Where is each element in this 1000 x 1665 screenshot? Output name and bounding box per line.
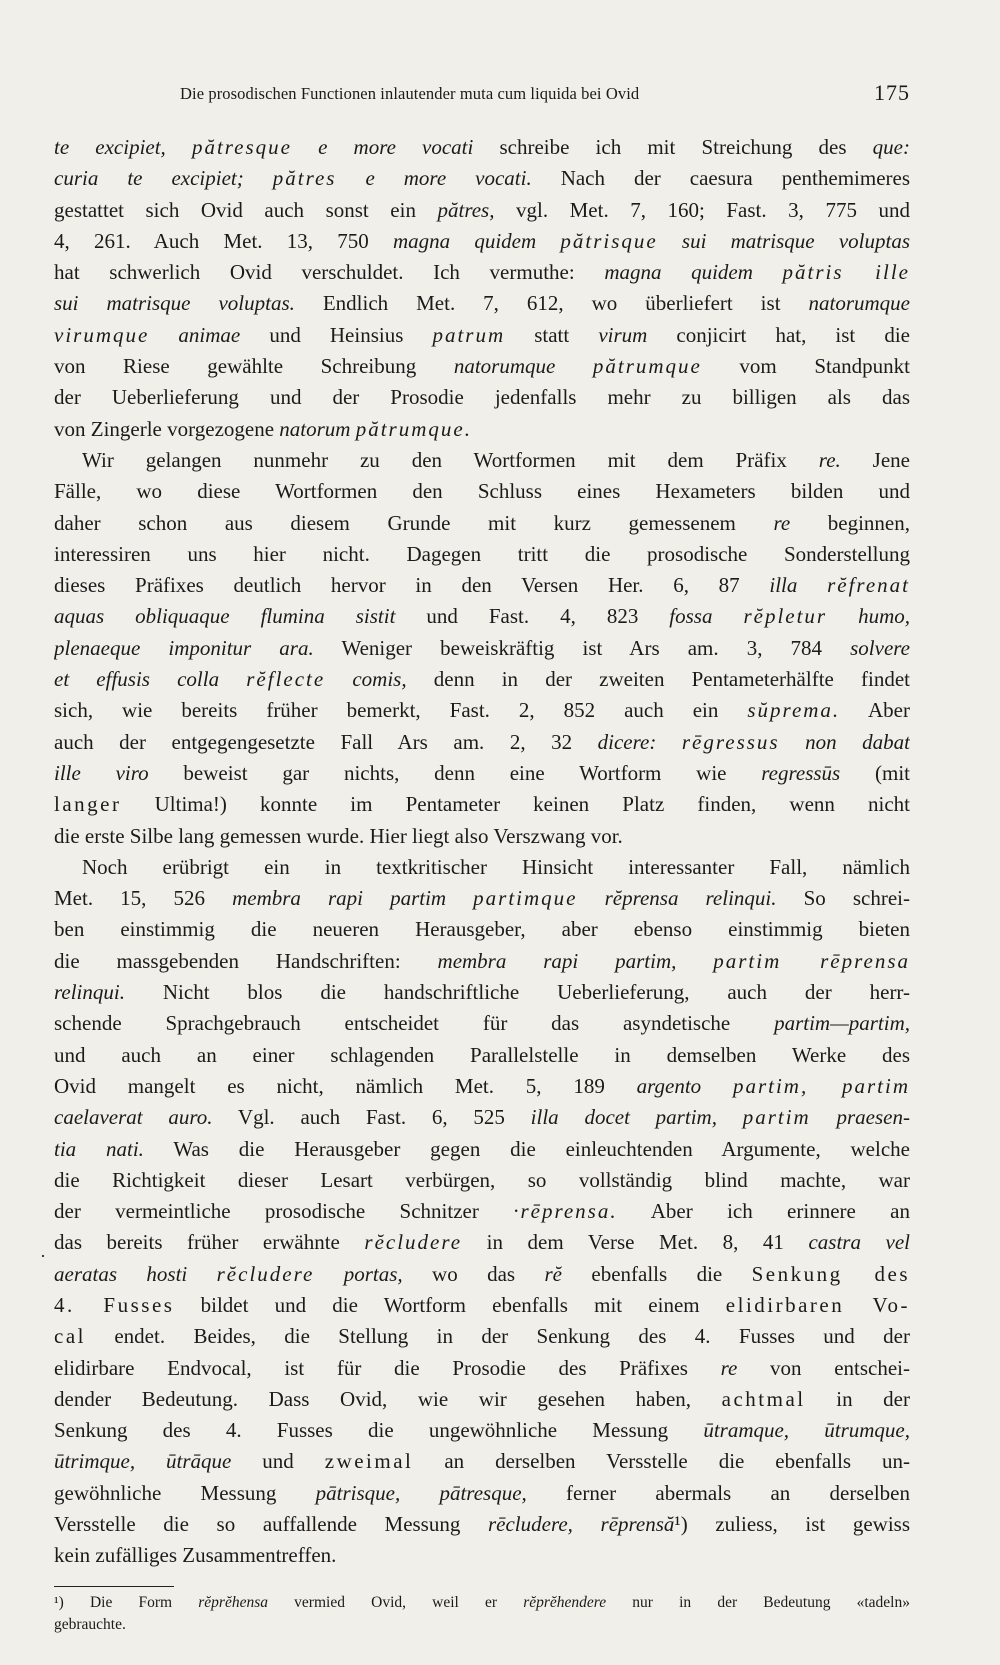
text-line <box>54 195 910 226</box>
text-run: statt <box>505 322 599 347</box>
text-run: auch der entgegengesetzte Fall Ars am. 2, 32 <box>54 729 598 754</box>
text-run: pătres <box>272 166 337 191</box>
margin-mark: · <box>40 1246 46 1266</box>
text-run: aeratas hosti <box>54 1261 217 1286</box>
text-run: partim <box>742 1105 811 1130</box>
text-line <box>54 1446 910 1477</box>
text-run: comis, <box>325 667 407 692</box>
text-run: gewöhnliche Messung <box>54 1480 316 1505</box>
text-run: que: <box>872 135 910 159</box>
text-run: ille viro <box>54 760 149 785</box>
page-number: 175 <box>874 80 910 105</box>
text-run: membra rapi partim <box>232 886 474 911</box>
text-run: patrum <box>432 322 506 347</box>
text-run: tia nati. <box>54 1136 144 1161</box>
text-run: die Richtigkeit dieser Lesart verbürgen, so vollständig blind machte, war <box>54 1167 910 1192</box>
text-run: Endlich Met. 7, 612, wo überliefert ist <box>294 291 809 316</box>
text-run: daher schon aus diesem Grunde mit kurz gemessenem <box>54 510 774 535</box>
text-run: denn in der zweiten Pentameterhälfte findet <box>406 667 910 692</box>
text-run: langer <box>54 792 122 817</box>
text-run: e more vocati <box>291 135 474 159</box>
text-run: beginnen, <box>790 510 910 535</box>
text-run: virum <box>598 322 648 347</box>
text-run: und auch an einer schlagenden Parallelstelle in demselben Werke des <box>54 1042 910 1067</box>
text-run: und Fast. 4, 823 <box>395 604 670 629</box>
text-run: Noch erübrigt ein in textkritischer Hinsicht interessanter Fall, nämlich <box>82 854 910 879</box>
text-line <box>54 914 910 945</box>
text-line <box>54 1040 910 1071</box>
text-line <box>54 1008 910 1039</box>
text-run: von Zingerle vorgezogene <box>54 416 280 441</box>
text-run: membra rapi partim, <box>437 948 714 973</box>
text-run: partim, partim <box>732 1073 910 1098</box>
text-run: der vermeintliche prosodische Schnitzer <box>54 1199 514 1224</box>
text-line <box>54 695 910 726</box>
text-run: rĕ <box>544 1261 562 1286</box>
text-run: illa docet partim, <box>530 1105 743 1130</box>
text-run: Met. 15, 526 <box>54 886 233 911</box>
text-line <box>54 476 910 507</box>
text-run: 4. Fusses <box>54 1292 175 1317</box>
text-line <box>54 570 910 601</box>
text-line <box>54 946 910 977</box>
text-run: ben einstimmig die neueren Herausgeber, aber ebenso einstimmig bieten <box>54 917 910 942</box>
text-run: pătrisque <box>560 228 658 253</box>
text-run: nur in der Bedeutung «tadeln» <box>606 1593 910 1611</box>
text-run: partim—partim, <box>774 1011 910 1036</box>
text-run: achtmal <box>721 1386 806 1411</box>
text-run: schende Sprachgebrauch entscheidet für das asyndetische <box>54 1011 775 1036</box>
text-run: pătresque <box>191 135 292 159</box>
text-line <box>54 1384 910 1415</box>
text-line <box>54 601 910 632</box>
text-run: conjicirt hat, ist die <box>647 322 910 347</box>
text-run: pătris ille <box>782 260 910 285</box>
text-run: dieses Präfixes deutlich hervor in den Versen Her. 6, 87 <box>54 573 770 598</box>
text-run: cal <box>54 1324 86 1349</box>
text-run: von entschei- <box>737 1355 910 1380</box>
text-run: fossa <box>669 604 744 629</box>
text-run: natorumque <box>808 291 910 316</box>
text-run: interessiren uns hier nicht. Dagegen tritt die prosodische Sonderstellung <box>54 541 910 566</box>
text-run: rĕprensa relinqui. <box>577 886 777 911</box>
text-line <box>54 758 910 789</box>
text-run: rĕprĕhendere <box>523 1593 607 1611</box>
text-line <box>54 226 910 257</box>
text-run: vgl. Met. 7, 160; Fast. 3, 775 und <box>494 197 910 222</box>
text-run: ¹) Die Form <box>54 1593 199 1611</box>
text-line <box>54 789 910 820</box>
text-line <box>54 1134 910 1165</box>
text-run: wo das <box>402 1261 545 1286</box>
text-run: So schrei- <box>776 886 910 911</box>
text-line <box>54 633 910 664</box>
text-run: vom Standpunkt <box>701 354 910 379</box>
text-run: Senkung des <box>751 1261 910 1286</box>
text-run: Nicht blos die handschriftliche Ueberlieferung, auch der herr- <box>124 980 910 1005</box>
text-run: endet. Beides, die Stellung in der Senkung des 4. Fusses und der <box>85 1324 910 1349</box>
running-title: Die prosodischen Functionen inlautender muta cum liquida bei Ovid <box>180 84 640 103</box>
text-line <box>54 1478 910 1509</box>
text-run: rĕprĕhensa <box>198 1593 269 1611</box>
text-line <box>54 539 910 570</box>
text-run: in dem Verse Met. 8, 41 <box>462 1230 809 1255</box>
text-line <box>54 977 910 1008</box>
text-line <box>54 257 910 288</box>
text-run: kein zufälliges Zusammentreffen. <box>54 1543 337 1568</box>
text-run: Was die Herausgeber gegen die einleuchtenden Argumente, welche <box>143 1136 910 1161</box>
text-run: rēgressus <box>681 729 780 754</box>
text-line <box>54 320 910 351</box>
text-run: schreibe ich mit Streichung des <box>473 135 873 159</box>
text-line <box>54 508 910 539</box>
text-run: ferner abermals an derselben <box>526 1480 910 1505</box>
text-run: das bereits früher erwähnte <box>54 1230 365 1255</box>
text-run: natorum <box>279 416 356 441</box>
text-run: von Riese gewählte Schreibung <box>54 354 454 379</box>
text-run: hat schwerlich Ovid verschuldet. Ich vermuthe: <box>54 260 605 285</box>
text-run: ebenfalls die <box>561 1261 752 1286</box>
page-header <box>55 82 910 112</box>
text-line <box>54 1071 910 1102</box>
text-run: ūtramque, ūtrumque, <box>703 1418 910 1443</box>
text-line <box>54 821 910 852</box>
text-run: argento <box>636 1073 733 1098</box>
footnote-line <box>54 1614 910 1636</box>
text-run: sŭprema. <box>747 698 841 723</box>
text-run: die erste Silbe lang gemessen wurde. Hier liegt also Verszwang vor. <box>54 823 623 848</box>
text-run: sui matrisque voluptas <box>657 228 910 253</box>
text-run: relinqui. <box>54 980 125 1005</box>
text-run: ·rēprensa. <box>513 1199 618 1224</box>
text-run: gestattet sich Ovid auch sonst ein <box>54 197 438 222</box>
text-line <box>54 1321 910 1352</box>
text-run: curia te excipiet; <box>54 166 273 191</box>
text-run: portas, <box>314 1261 403 1286</box>
text-run: beweist gar nichts, denn eine Wortform wie <box>148 760 762 785</box>
text-line <box>54 163 910 194</box>
text-run: Aber <box>840 698 910 723</box>
text-run: magna quidem <box>604 260 783 285</box>
text-run: pătrumque <box>592 354 702 379</box>
text-run: der Ueberlieferung und der Prosodie jedenfalls mehr zu billigen als das <box>54 385 910 410</box>
text-line <box>54 852 910 883</box>
text-run: pătres, <box>437 197 495 222</box>
text-run: aquas obliquaque flumina sistit <box>54 604 396 629</box>
text-line <box>54 1165 910 1196</box>
text-line <box>54 382 910 413</box>
text-run: natorumque <box>453 354 593 379</box>
text-run: pătrumque. <box>355 416 472 441</box>
footnote-rule <box>54 1586 174 1587</box>
text-line <box>54 1290 910 1321</box>
text-line <box>54 664 910 695</box>
text-line <box>54 1353 910 1384</box>
text-run: die massgebenden Handschriften: <box>54 948 438 973</box>
text-run: re. <box>818 447 841 472</box>
body-text <box>54 132 910 1572</box>
text-run: illa <box>769 573 828 598</box>
text-run: Ovid mangelt es nicht, nämlich Met. 5, 189 <box>54 1073 637 1098</box>
text-run: non dabat <box>779 729 910 754</box>
text-run: e more vocati. <box>336 166 532 191</box>
text-run: rĕfrenat <box>827 573 910 598</box>
text-run: ¹) zuliess, ist gewiss <box>674 1512 910 1537</box>
text-run: sui matrisque voluptas. <box>54 291 295 316</box>
text-run: ūtrimque, ūtrāque <box>54 1449 232 1474</box>
text-run: virumque <box>54 322 150 347</box>
text-line <box>54 1415 910 1446</box>
text-run: rēcludere, rēprensă <box>487 1512 675 1537</box>
text-run: Weniger beweiskräftig ist Ars am. 3, 784 <box>313 635 851 660</box>
text-line <box>54 1509 910 1540</box>
footnote-line <box>54 1592 910 1614</box>
text-line <box>54 1259 910 1290</box>
text-run: und <box>231 1449 325 1474</box>
text-run: rĕpletur <box>743 604 828 629</box>
text-run: Vgl. auch Fast. 6, 525 <box>212 1105 531 1130</box>
text-line <box>54 883 910 914</box>
text-run: Nach der caesura penthemimeres <box>531 166 910 191</box>
text-run: zweimal <box>324 1449 414 1474</box>
text-line <box>54 288 910 319</box>
text-run: bildet und die Wortform ebenfalls mit einem <box>174 1292 726 1317</box>
text-run: rĕcludere <box>216 1261 315 1286</box>
text-run: caelaverat auro. <box>54 1105 213 1130</box>
text-run: et effusis colla <box>54 667 247 692</box>
text-run: partim rēprensa <box>713 948 910 973</box>
text-run: Versstelle die so auffallende Messung <box>54 1512 488 1537</box>
text-line <box>54 1102 910 1133</box>
text-run: und Heinsius <box>240 322 433 347</box>
text-run: an derselben Versstelle die ebenfalls un- <box>413 1449 910 1474</box>
text-run: re <box>720 1355 738 1380</box>
text-run: Aber ich erinnere an <box>617 1199 910 1224</box>
text-run: praesen- <box>810 1105 910 1130</box>
text-run: re <box>773 510 791 535</box>
text-run: Senkung des 4. Fusses die ungewöhnliche Messung <box>54 1418 704 1443</box>
text-run: in der <box>805 1386 910 1411</box>
text-run: castra vel <box>808 1230 910 1255</box>
text-run: Ultima!) konnte im Pentameter keinen Platz finden, wenn nicht <box>121 792 910 817</box>
text-run: Fälle, wo diese Wortformen den Schluss eines Hexameters bilden und <box>54 479 910 504</box>
text-run: gebrauchte. <box>54 1615 126 1633</box>
text-run: Wir gelangen nunmehr zu den Wortformen mit dem Präfix <box>82 447 819 472</box>
text-run: rĕcludere <box>364 1230 463 1255</box>
text-line <box>54 445 910 476</box>
text-line <box>54 1196 910 1227</box>
text-run: animae <box>149 322 241 347</box>
text-line <box>54 132 910 163</box>
text-run: magna quidem <box>392 228 561 253</box>
text-run: rĕflecte <box>246 667 326 692</box>
text-run: elidirbare Endvocal, ist für die Prosodie des Präfixes <box>54 1355 721 1380</box>
text-run: pātrisque, pātresque, <box>315 1480 527 1505</box>
text-line <box>54 351 910 382</box>
text-line <box>54 1227 910 1258</box>
text-run: plenaeque imponitur ara. <box>54 635 314 660</box>
text-run: humo, <box>827 604 910 629</box>
text-line <box>54 1540 910 1571</box>
text-run: (mit <box>840 760 910 785</box>
text-run: te excipiet, <box>54 135 192 159</box>
text-run: dicere: <box>597 729 682 754</box>
text-run: sich, wie bereits früher bemerkt, Fast. 2, 852 auch ein <box>54 698 748 723</box>
text-run: vermied Ovid, weil er <box>268 1593 524 1611</box>
text-run: solvere <box>850 635 910 660</box>
text-line <box>54 727 910 758</box>
text-run: 4, 261. Auch Met. 13, 750 <box>54 228 393 253</box>
text-run: Jene <box>840 447 910 472</box>
footnotes <box>54 1592 910 1636</box>
text-run: regressūs <box>761 760 841 785</box>
text-run: elidirbaren Vo- <box>725 1292 910 1317</box>
text-run: partimque <box>473 886 578 911</box>
text-line <box>54 414 910 445</box>
text-run: dender Bedeutung. Dass Ovid, wie wir gesehen haben, <box>54 1386 722 1411</box>
